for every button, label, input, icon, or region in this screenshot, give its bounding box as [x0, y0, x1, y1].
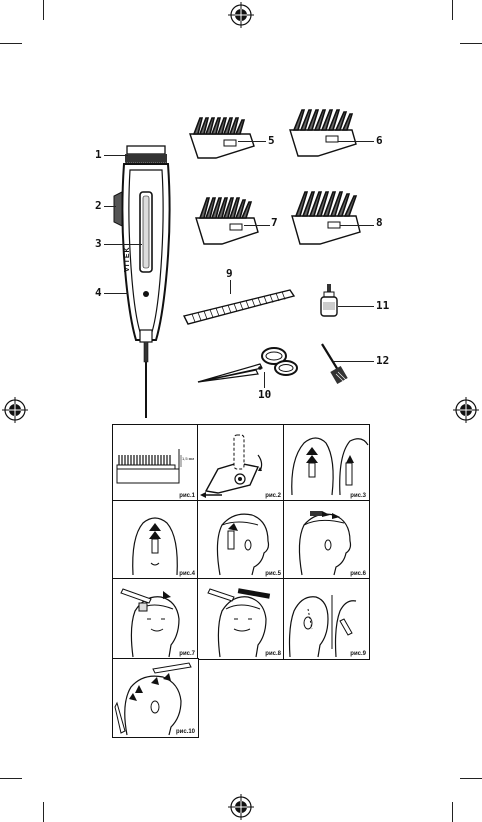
figure-8 [197, 578, 285, 660]
crop-mark [0, 778, 22, 779]
crop-mark [452, 0, 453, 20]
figure-2 [197, 424, 285, 502]
callout-3: 3 [95, 237, 102, 250]
leader-line [104, 206, 116, 207]
measure-label: 1,5 мм [182, 456, 195, 461]
crop-mark [0, 43, 22, 44]
callout-9: 9 [226, 267, 233, 280]
leader-line [264, 372, 265, 388]
figure-caption: рис.7 [179, 651, 195, 657]
comb-attachment-5 [186, 112, 262, 162]
comb-attachment-6 [286, 104, 366, 160]
leader-line [244, 225, 270, 226]
figure-1 [112, 424, 199, 502]
comb-illustration [180, 282, 298, 330]
figure-3 [283, 424, 370, 502]
leader-line [104, 244, 142, 245]
leader-line [340, 225, 374, 226]
leader-line [230, 280, 231, 294]
registration-mark-icon [2, 397, 28, 423]
registration-mark-icon [228, 794, 254, 820]
scissors-illustration [196, 340, 300, 388]
callout-11: 11 [376, 299, 390, 312]
leader-line [104, 155, 128, 156]
figure-7 [112, 578, 199, 660]
crop-mark [43, 802, 44, 822]
figure-caption: рис.8 [265, 651, 281, 657]
leader-line [334, 361, 374, 362]
callout-2: 2 [95, 199, 102, 212]
callout-4: 4 [95, 286, 102, 299]
crop-mark [460, 43, 482, 44]
leader-line [104, 293, 128, 294]
figure-5 [197, 500, 285, 580]
crop-mark [460, 778, 482, 779]
callout-12: 12 [376, 354, 390, 367]
hair-clipper-illustration [100, 140, 190, 420]
figure-caption: рис.2 [265, 493, 281, 499]
registration-mark-icon [228, 2, 254, 28]
figure-4 [112, 500, 199, 580]
leader-line [338, 306, 374, 307]
figure-caption: рис.9 [350, 651, 366, 657]
figure-caption: рис.10 [175, 729, 195, 735]
leader-line [338, 141, 374, 142]
crop-mark [452, 802, 453, 822]
cleaning-brush-illustration [318, 342, 350, 386]
callout-5: 5 [268, 134, 275, 147]
callout-7: 7 [271, 216, 278, 229]
comb-attachment-7 [192, 192, 268, 248]
figure-caption: рис.4 [179, 571, 195, 577]
callout-1: 1 [95, 148, 102, 161]
figure-caption: рис.6 [350, 571, 366, 577]
comb-attachment-8 [288, 186, 370, 248]
figure-caption: рис.1 [179, 493, 195, 499]
figure-10 [112, 658, 199, 738]
figure-caption: рис.3 [350, 493, 366, 499]
callout-6: 6 [376, 134, 383, 147]
callout-8: 8 [376, 216, 383, 229]
callout-10: 10 [258, 388, 272, 401]
leader-line [238, 141, 266, 142]
oil-bottle-illustration [316, 282, 342, 318]
crop-mark [43, 0, 44, 20]
figure-caption: рис.5 [265, 571, 281, 577]
figure-6 [283, 500, 370, 580]
brand-logo: VITEK [124, 246, 131, 272]
figure-9 [283, 578, 370, 660]
registration-mark-icon [453, 397, 479, 423]
